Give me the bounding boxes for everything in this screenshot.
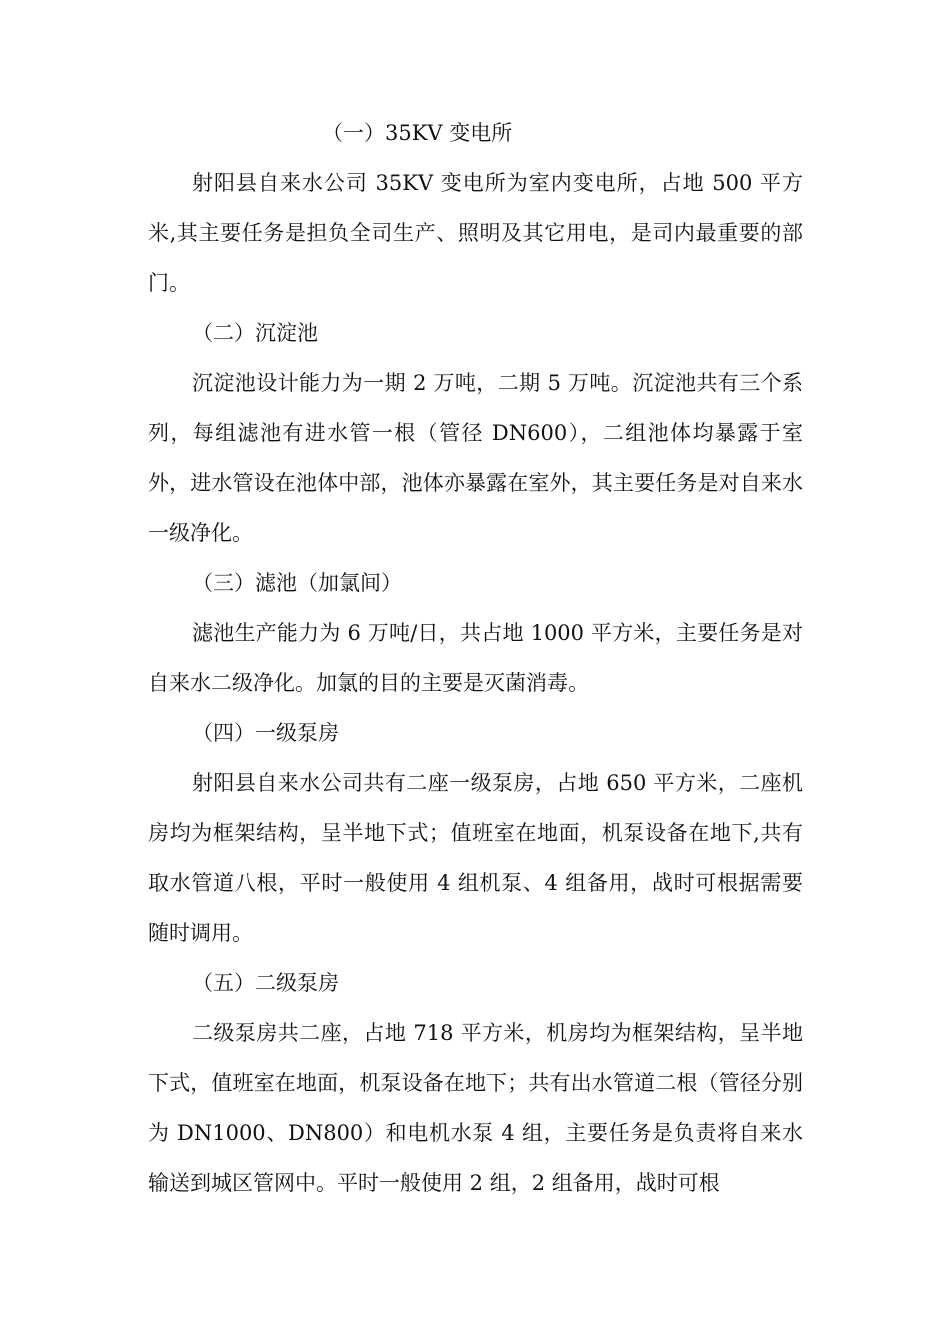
section-heading-sedimentation-tank: （二）沉淀池 bbox=[192, 321, 318, 345]
section-body-filter-tank: 滤池生产能力为 6 万吨/日，共占地 1000 平方米，主要任务是对自来水二级净化。加氯的目的主要是灭菌消毒。 bbox=[148, 621, 803, 695]
section-heading-filter-tank: （三）滤池（加氯间） bbox=[192, 571, 402, 595]
section-body-secondary-pump-house: 二级泵房共二座，占地 718 平方米，机房均为框架结构，呈半地下式，值班室在地面，机泵设备在地下；共有出水管道二根（管径分别为 DN1000、DN800）和电机水泵 4 组，主要任务是负责将自来水输送到城区管网中。平时一般使用 2 组，2 组备用，战时可根 bbox=[148, 1021, 803, 1195]
section-heading-primary-pump-house: （四）一级泵房 bbox=[192, 721, 339, 745]
section-heading-secondary-pump-house: （五）二级泵房 bbox=[192, 971, 339, 995]
section-body-substation: 射阳县自来水公司 35KV 变电所为室内变电所，占地 500 平方米,其主要任务是担负全司生产、照明及其它用电，是司内最重要的部门。 bbox=[148, 171, 803, 295]
section-heading-substation: （一）35KV 变电所 bbox=[322, 121, 513, 145]
section-body-sedimentation-tank: 沉淀池设计能力为一期 2 万吨，二期 5 万吨。沉淀池共有三个系列，每组滤池有进水管一根（管径 DN600），二组池体均暴露于室外，进水管设在池体中部，池体亦暴露在室外，其主要任务是对自来水一级净化。 bbox=[148, 371, 803, 545]
section-body-primary-pump-house: 射阳县自来水公司共有二座一级泵房，占地 650 平方米，二座机房均为框架结构，呈半地下式；值班室在地面，机泵设备在地下,共有取水管道八根，平时一般使用 4 组机泵、4 组备用，战时可根据需要随时调用。 bbox=[148, 771, 803, 945]
document-body bbox=[148, 108, 803, 1208]
